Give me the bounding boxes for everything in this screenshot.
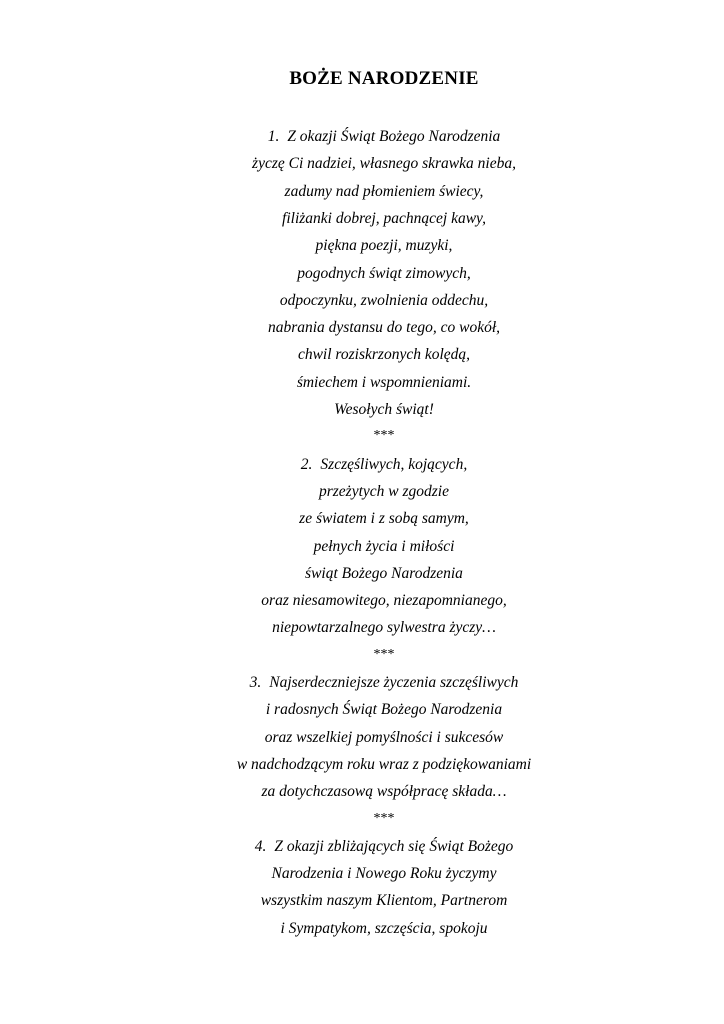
verse-text: za dotychczasową współpracę składa… (261, 783, 507, 801)
verse-line (0, 183, 724, 201)
verse-text: w nadchodzącym roku wraz z podziękowaniami (236, 755, 532, 773)
verse-2-first-line (0, 456, 724, 474)
verse-text: i Sympatykom, szczęścia, spokoju (280, 919, 488, 937)
verse-text: filiżanki dobrej, pachnącej kawy, (282, 209, 486, 227)
verse-text: chwil roziskrzonych kolędą, (297, 346, 471, 364)
verse-text: Z okazji zbliżających się Świąt Bożego (274, 837, 514, 855)
verse-text: odpoczynku, zwolnienia oddechu, (279, 291, 489, 309)
verse-line (0, 865, 724, 883)
verse-3-first-line (0, 674, 724, 692)
verse-text: Narodzenia i Nowego Roku życzymy (271, 865, 497, 883)
verse-number: 1. (267, 128, 280, 145)
verse-text: świąt Bożego Narodzenia (305, 564, 463, 582)
verse-text: Najserdeczniejsze życzenia szczęśliwych (269, 674, 519, 691)
verse-line (0, 483, 724, 501)
verse-line (0, 701, 724, 719)
verse-line (0, 920, 724, 938)
verse-line (0, 592, 724, 610)
verse-line (0, 756, 724, 774)
verse-line (0, 729, 724, 747)
verse-4-first-line (0, 838, 724, 856)
verse-text: Szczęśliwych, kojących, (320, 455, 468, 473)
verse-line (0, 619, 724, 637)
verse-separator: *** (373, 428, 395, 444)
verse-number: 2. (300, 455, 313, 473)
verse-text: Wesołych świąt! (334, 401, 434, 418)
verse-line (0, 510, 724, 528)
verse-line (0, 783, 724, 801)
verse-text: pogodnych świąt zimowych, (297, 264, 471, 282)
verse-line (0, 155, 724, 173)
verse-text: wszystkim naszym Klientom, Partnerom (260, 892, 508, 910)
verse-text: nabrania dystansu do tego, co wokół, (267, 319, 501, 337)
verse-line (0, 892, 724, 910)
verse-text: oraz wszelkiej pomyślności i sukcesów (264, 728, 504, 746)
verse-line (0, 237, 724, 255)
verse-text: niepowtarzalnego sylwestra życzy… (272, 619, 496, 637)
verse-number: 3. (249, 674, 262, 691)
verse-line (0, 401, 724, 419)
verse-line (0, 292, 724, 310)
verse-text: życzę Ci nadziei, własnego skrawka nieba, (252, 155, 516, 173)
page-title: BOŻE NARODZENIE (289, 68, 479, 89)
verse-text: piękna poezji, muzyki, (315, 237, 453, 255)
verse-text: pełnych życia i miłości (313, 537, 455, 555)
verse-text: zadumy nad płomieniem świecy, (284, 182, 484, 200)
verse-separator: *** (373, 646, 395, 662)
verse-1-first-line (0, 128, 724, 146)
verse-line (0, 374, 724, 392)
verse-text: oraz niesamowitego, niezapomnianego, (261, 592, 507, 610)
verse-separator: *** (373, 810, 395, 826)
verse-line (0, 319, 724, 337)
verse-line (0, 210, 724, 228)
verse-text: ze światem i z sobą samym, (299, 510, 469, 528)
verse-line (0, 346, 724, 364)
verse-line (0, 538, 724, 556)
verse-text: śmiechem i wspomnieniami. (296, 373, 472, 391)
verse-line (0, 265, 724, 283)
verse-line (0, 565, 724, 583)
verse-number: 4. (254, 837, 267, 855)
verse-text: Z okazji Świąt Bożego Narodzenia (287, 128, 501, 145)
verse-text: przeżytych w zgodzie (318, 482, 449, 500)
verse-text: i radosnych Świąt Bożego Narodzenia (265, 701, 503, 719)
